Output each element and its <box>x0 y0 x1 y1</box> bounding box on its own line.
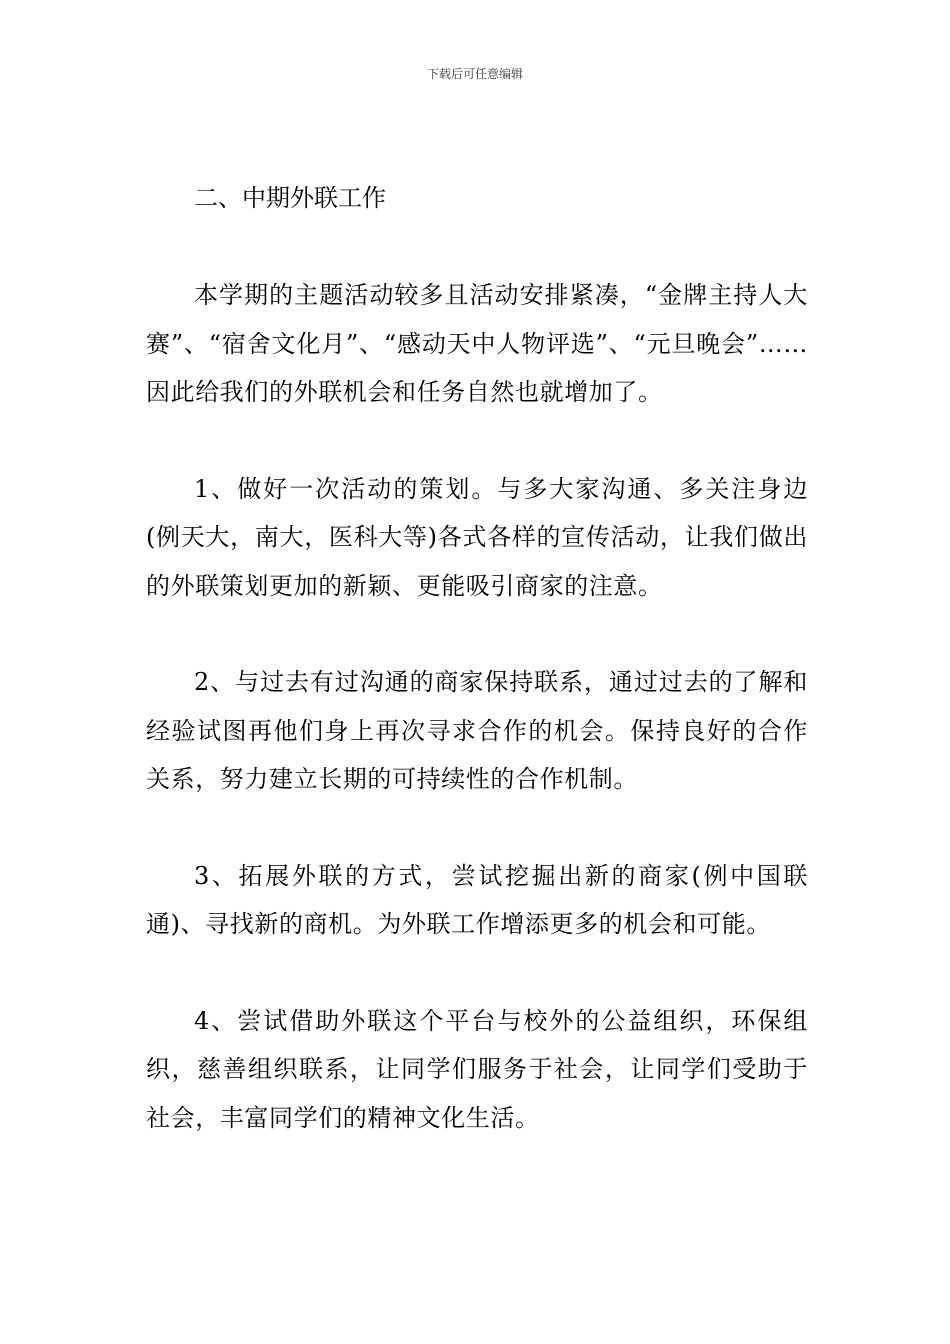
section-heading: 二、中期外联工作 <box>194 184 386 212</box>
paragraph-item-2: 2、与过去有过沟通的商家保持联系，通过过去的了解和经验试图再他们身上再次寻求合作的机会。保持良好的合作关系，努力建立长期的可持续性的合作机制。 <box>146 668 808 793</box>
paragraph-item-4: 4、尝试借助外联这个平台与校外的公益组织，环保组织，慈善组织联系，让同学们服务于社会，让同学们受助于社会，丰富同学们的精神文化生活。 <box>146 1006 808 1132</box>
spacer <box>146 417 808 465</box>
spacer <box>146 804 808 852</box>
paragraph-item-3: 3、拓展外联的方式，尝试挖掘出新的商家(例中国联通)、寻找新的商机。为外联工作增添更多的机会和可能。 <box>146 861 808 938</box>
spacer <box>146 610 808 658</box>
header-note: 下载后可任意编辑 <box>426 67 523 81</box>
spacer <box>146 222 808 271</box>
spacer <box>146 949 808 997</box>
document-body <box>146 174 808 1142</box>
paragraph-item-1: 1、做好一次活动的策划。与多大家沟通、多关注身边(例天大，南大，医科大等)各式各样的宣传活动，让我们做出的外联策划更加的新颖、更能吸引商家的注意。 <box>146 474 808 600</box>
paragraph-intro: 本学期的主题活动较多且活动安排紧凑，“金牌主持人大赛”、“宿舍文化月”、“感动天中人物评选”、“元旦晚会”……因此给我们的外联机会和任务自然也就增加了。 <box>146 281 808 406</box>
